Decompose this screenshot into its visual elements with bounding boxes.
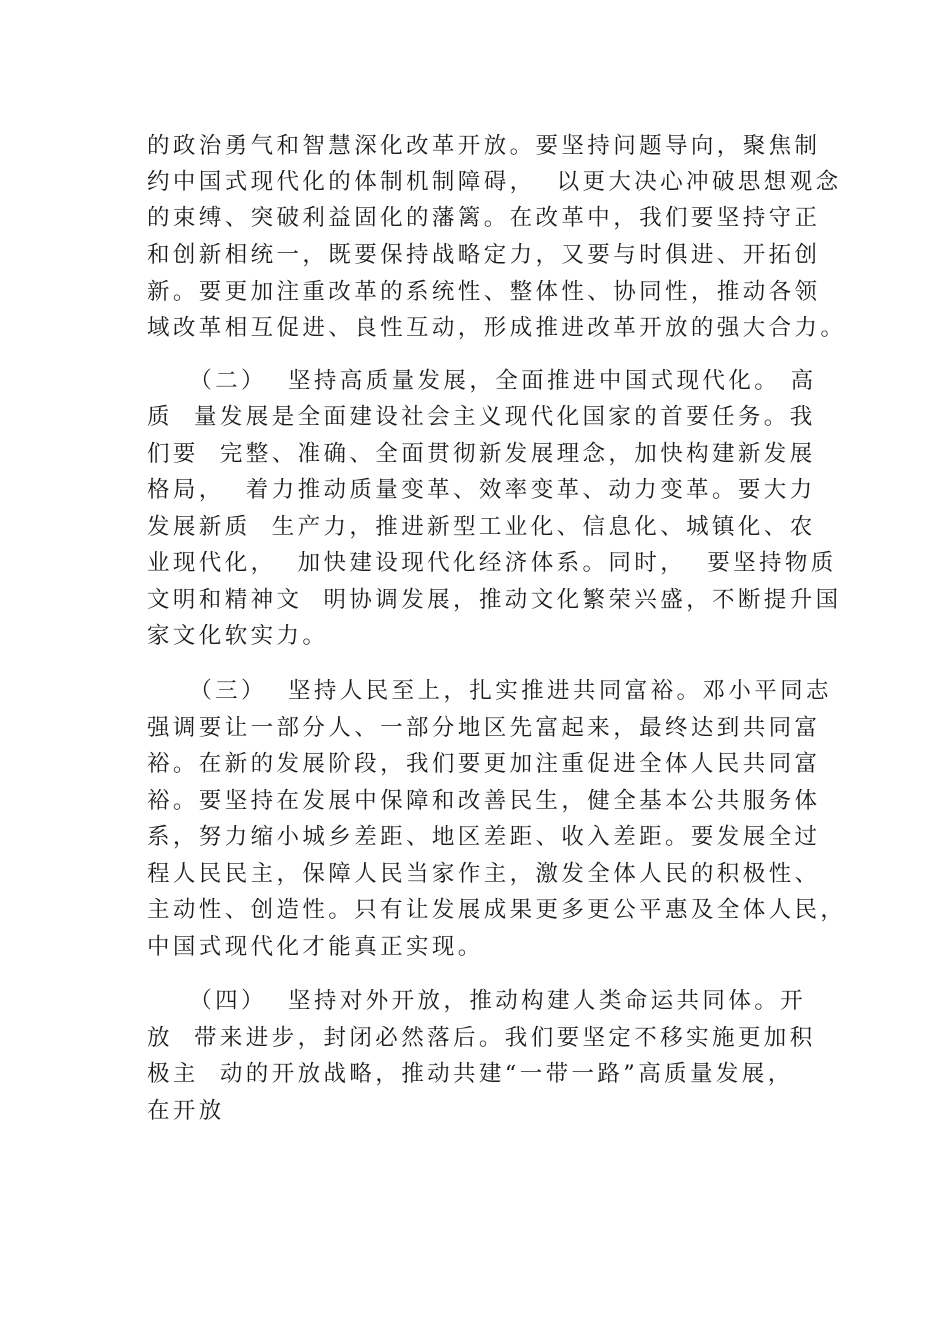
- text-line: 约中国式现代化的体制机制障碍， 以更大决心冲破思想观念: [147, 169, 842, 195]
- text-line: 发展新质 生产力，推进新型工业化、信息化、城镇化、农: [147, 514, 816, 540]
- text-line: 在开放: [147, 1098, 225, 1124]
- text-line: 放 带来进步，封闭必然落后。我们要坚定不移实施更加积: [147, 1025, 816, 1051]
- text-line: 新。要更加注重改革的系统性、整体性、协同性，推动各领: [147, 279, 821, 305]
- text-line: 中国式现代化才能真正实现。: [147, 934, 484, 960]
- text-line: 强调要让一部分人、一部分地区先富起来，最终达到共同富: [147, 715, 821, 741]
- text-line: 域改革相互促进、良性互动，形成推进改革开放的强大合力。: [147, 315, 847, 341]
- text-line: 主动性、创造性。只有让发展成果更多更公平惠及全体人民，: [147, 897, 847, 923]
- text-line: （四） 坚持对外开放，推动构建人类命运共同体。开: [147, 988, 807, 1014]
- text-line: 家文化软实力。: [147, 623, 329, 649]
- text-line: 质 量发展是全面建设社会主义现代化国家的首要任务。我: [147, 404, 816, 430]
- text-line: 极主 动的开放战略，推动共建“一带一路”高质量发展，: [147, 1061, 794, 1087]
- text-line: （二） 坚持高质量发展，全面推进中国式现代化。 高: [147, 368, 817, 394]
- text-line: 格局， 着力推动质量变革、效率变革、动力变革。要大力: [147, 477, 816, 503]
- text-line: 和创新相统一，既要保持战略定力，又要与时俱进、开拓创: [147, 242, 821, 268]
- text-line: （三） 坚持人民至上，扎实推进共同富裕。邓小平同志: [147, 678, 832, 704]
- text-line: 程人民民主，保障人民当家作主，激发全体人民的积极性、: [147, 861, 821, 887]
- text-line: 的政治勇气和智慧深化改革开放。要坚持问题导向，聚焦制: [147, 133, 821, 159]
- text-line: 们要 完整、准确、全面贯彻新发展理念，加快构建新发展: [147, 441, 816, 467]
- text-line: 系，努力缩小城乡差距、地区差距、收入差距。要发展全过: [147, 824, 821, 850]
- text-line: 的束缚、突破利益固化的藩篱。在改革中，我们要坚持守正: [147, 205, 821, 231]
- text-line: 业现代化， 加快建设现代化经济体系。同时， 要坚持物质: [147, 550, 837, 576]
- text-line: 裕。要坚持在发展中保障和改善民生，健全基本公共服务体: [147, 788, 821, 814]
- text-line: 文明和精神文 明协调发展，推动文化繁荣兴盛，不断提升国: [147, 587, 842, 613]
- text-line: 裕。在新的发展阶段，我们要更加注重促进全体人民共同富: [147, 751, 821, 777]
